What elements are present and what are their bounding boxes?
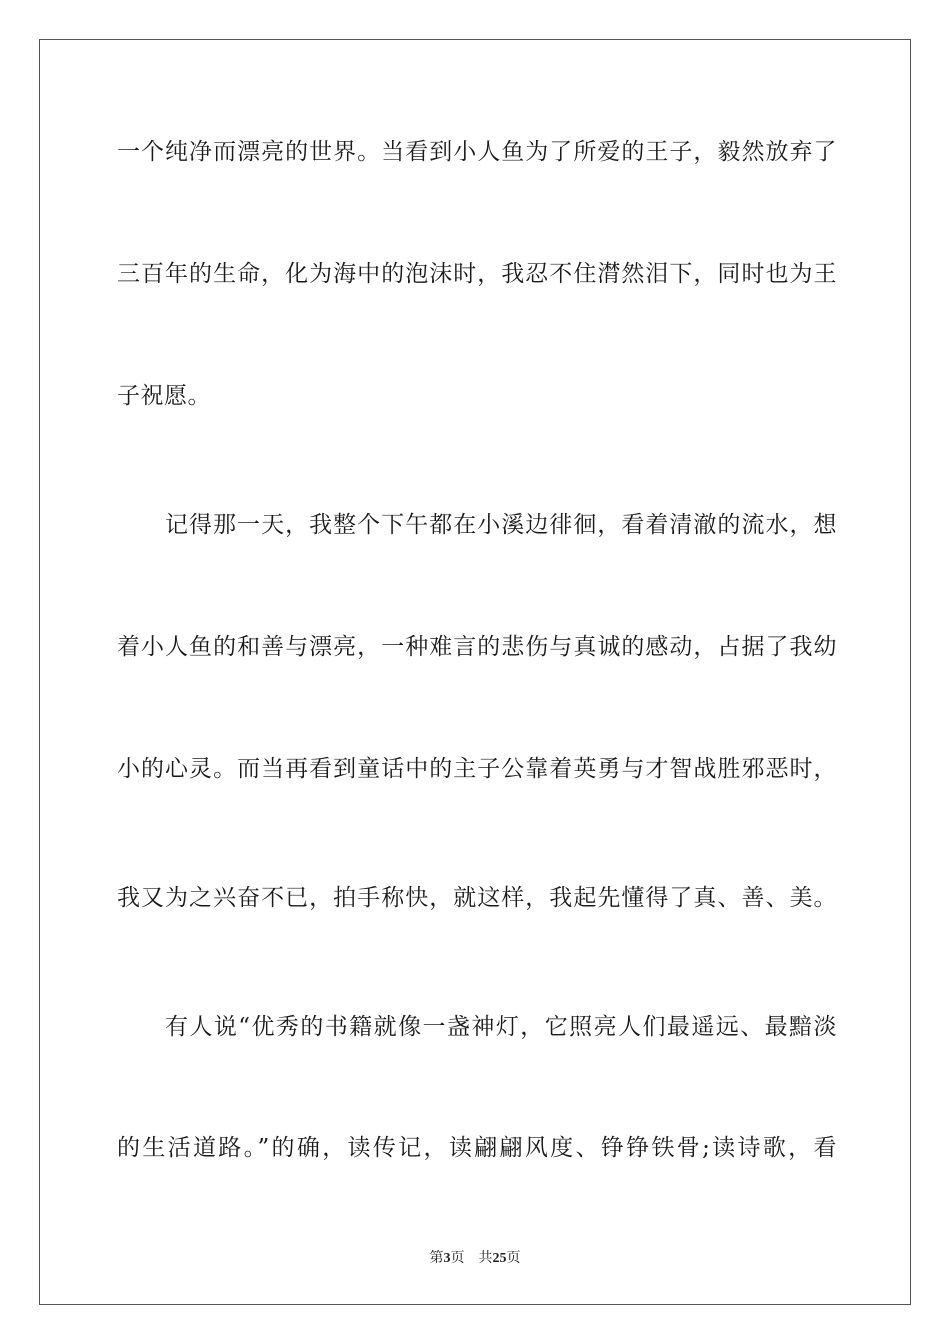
text-line: 一个纯净而漂亮的世界。当看到小人鱼为了所爱的王子，毅然放弃了 (117, 139, 837, 165)
text-line: 三百年的生命，化为海中的泡沫时，我忍不住潸然泪下，同时也为王 (117, 261, 837, 287)
total-prefix: 共 (478, 1250, 493, 1266)
text-line: 着小人鱼的和善与漂亮，一种难言的悲伤与真诚的感动，占据了我幼 (117, 634, 837, 660)
paragraph-start-line: 记得那一天，我整个下午都在小溪边徘徊，看着清澈的流水，想 (165, 512, 837, 538)
total-suffix: 页 (506, 1250, 521, 1266)
text-line: 小的心灵。而当再看到童话中的主子公靠着英勇与才智战胜邪恶时， (117, 756, 837, 782)
text-line: 子祝愿。 (117, 383, 211, 409)
total-pages: 25 (492, 1251, 507, 1266)
paragraph-start-line: 有人说“优秀的书籍就像一盏神灯，它照亮人们最遥远、最黯淡 (165, 1014, 837, 1040)
text-line: 我又为之兴奋不已，拍手称快，就这样，我起先懂得了真、善、美。 (117, 885, 837, 911)
page-border (39, 39, 911, 1305)
page-suffix: 页 (450, 1250, 465, 1266)
page-prefix: 第 (429, 1250, 444, 1266)
page-number: 3 (443, 1251, 451, 1266)
page-footer (0, 1247, 950, 1267)
text-line: 的生活道路。”的确，读传记，读翩翩风度、铮铮铁骨;读诗歌，看 (117, 1135, 837, 1161)
